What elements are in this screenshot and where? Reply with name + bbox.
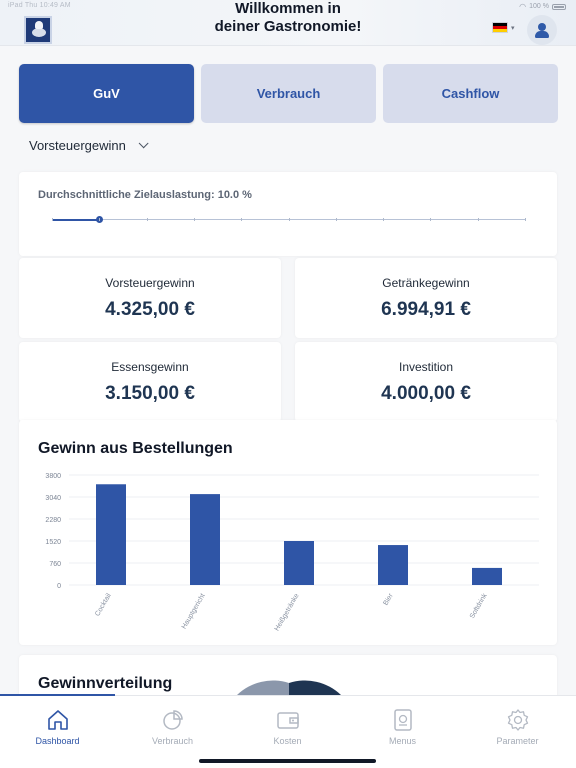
kpi-value: 4.000,00 € <box>381 383 471 404</box>
y-tick-label: 3800 <box>45 473 61 480</box>
language-caret-icon[interactable]: ▾ <box>511 25 515 32</box>
x-tick-label: Cocktail <box>94 592 113 618</box>
nav-dashboard[interactable] <box>0 696 115 756</box>
bar <box>378 545 408 585</box>
kpi-card-essensgewinn <box>19 342 281 422</box>
menu-card-icon <box>391 708 415 732</box>
nav-verbrauch-label: Verbrauch <box>151 736 194 746</box>
metric-dropdown[interactable] <box>29 138 145 153</box>
bar <box>472 568 502 585</box>
distribution-title: Gewinnverteilung <box>38 675 173 692</box>
nav-kosten-label: Kosten <box>273 736 302 746</box>
welcome-title-line1: Willkommen in <box>235 0 341 17</box>
y-tick-label: 1520 <box>45 539 61 546</box>
utilization-slider[interactable] <box>52 219 525 220</box>
kpi-card-vorsteuergewinn <box>19 258 281 338</box>
nav-dashboard-label: Dashboard <box>35 736 80 746</box>
x-tick-label: Hauptgericht <box>180 592 207 631</box>
battery-percent: 100 % <box>529 3 549 10</box>
utilization-label: Durchschnittliche Zielauslastung: 10.0 % <box>38 189 252 201</box>
tab-cashflow[interactable] <box>383 64 558 123</box>
chart-title: Gewinn aus Bestellungen <box>38 440 233 457</box>
bar <box>284 541 314 585</box>
nav-menus-label: Menus <box>388 736 416 746</box>
nav-kosten[interactable] <box>230 696 345 756</box>
nav-verbrauch[interactable] <box>115 696 230 756</box>
x-tick-label: Softdrink <box>468 592 489 620</box>
slider-tick <box>147 218 148 221</box>
slider-fill <box>52 219 99 221</box>
tab-verbrauch[interactable] <box>201 64 376 123</box>
tab-guv[interactable] <box>19 64 194 123</box>
kpi-value: 6.994,91 € <box>381 299 471 320</box>
kpi-value: 3.150,00 € <box>105 383 195 404</box>
german-flag-icon[interactable] <box>492 22 508 33</box>
slider-tick <box>478 218 479 221</box>
slider-tick <box>430 218 431 221</box>
wallet-icon <box>276 708 300 732</box>
metric-dropdown-value: Vorsteuergewinn <box>29 138 126 153</box>
kpi-label: Essensgewinn <box>111 360 189 374</box>
welcome-title-line2: deiner Gastronomie! <box>214 18 362 35</box>
status-bar-time: iPad Thu 10:49 AM <box>8 2 71 9</box>
kpi-label: Investition <box>398 360 454 374</box>
bar <box>96 484 126 585</box>
slider-tick <box>99 218 100 221</box>
y-tick-label: 2280 <box>45 517 61 524</box>
user-avatar[interactable] <box>527 15 557 45</box>
kpi-value: 4.325,00 € <box>105 299 195 320</box>
y-tick-label: 760 <box>49 561 61 568</box>
home-indicator <box>199 759 376 763</box>
y-tick-label: 3040 <box>45 495 61 502</box>
bar-chart <box>19 420 557 645</box>
nav-menus[interactable] <box>345 696 460 756</box>
slider-tick <box>289 218 290 221</box>
x-tick-label: Heißgetränke <box>273 592 301 633</box>
kpi-label: Getränkegewinn <box>382 276 470 290</box>
slider-tick <box>336 218 337 221</box>
slider-tick <box>383 218 384 221</box>
y-tick-label: 0 <box>57 583 61 590</box>
slider-tick <box>194 218 195 221</box>
slider-tick <box>525 218 526 221</box>
kpi-label: Vorsteuergewinn <box>105 276 195 290</box>
pie-chart-icon <box>161 708 185 732</box>
slider-tick <box>52 218 53 221</box>
utilization-card <box>19 172 557 256</box>
bar <box>190 494 220 585</box>
slider-tick <box>241 218 242 221</box>
home-icon <box>46 708 70 732</box>
chevron-down-icon <box>139 138 149 148</box>
nav-parameter[interactable] <box>460 696 575 756</box>
gear-icon <box>506 708 530 732</box>
tab-verbrauch-label: Verbrauch <box>256 86 321 101</box>
tab-cashflow-label: Cashflow <box>441 86 500 101</box>
kpi-card-investition <box>295 342 557 422</box>
bottom-navigation <box>0 695 576 768</box>
kpi-card-getraenkegewinn <box>295 258 557 338</box>
wifi-icon: ◠ <box>519 2 527 11</box>
nav-parameter-label: Parameter <box>496 736 539 746</box>
app-header <box>0 0 576 46</box>
tab-guv-label: GuV <box>93 86 120 101</box>
profit-orders-chart-card <box>19 420 557 645</box>
x-tick-label: Bier <box>382 592 395 607</box>
